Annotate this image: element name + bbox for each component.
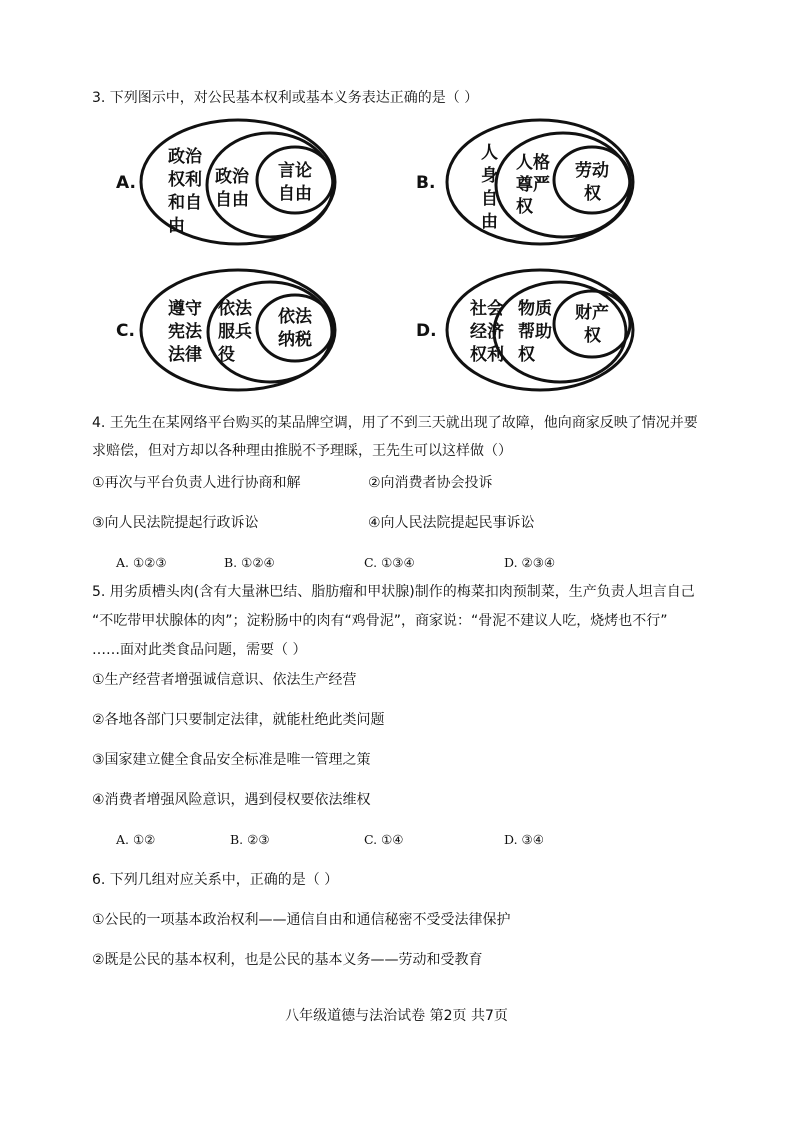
diagram-a-outer-text: 政治 [168, 147, 202, 167]
q5-option-d[interactable]: D. ③④ [504, 832, 544, 847]
q4-option-d[interactable]: D. ②③④ [504, 555, 556, 570]
diagram-d-inner-text: 权 [584, 326, 601, 346]
diagram-d-label: D. [416, 321, 437, 341]
q6-item: ②既是公民的基本权利，也是公民的基本义务——劳动和受教育 [92, 952, 483, 968]
diagram-a-inner-text: 言论 [278, 161, 312, 181]
q5-option-c[interactable]: C. ①④ [364, 832, 404, 847]
diagram-d-middle-text: 权 [518, 345, 535, 365]
q5-item: ④消费者增强风险意识，遇到侵权要依法维权 [92, 792, 371, 808]
diagram-b-middle-text: 人格 [516, 153, 550, 173]
diagram-c-outer-text: 宪法 [168, 322, 202, 342]
diagram-c-outer-text: 遵守 [168, 299, 202, 319]
diagram-d-outer-text: 权利 [470, 345, 504, 365]
diagram-a-outer-text: 和自 [168, 193, 202, 213]
diagram-b-inner-text: 劳动 [575, 161, 609, 181]
q4-stem-line1: 4. 王先生在某网络平台购买的某品牌空调，用了不到三天就出现了故障，他向商家反映了情况并要 [92, 415, 698, 431]
diagram-b-outer-text: 自 [481, 189, 498, 209]
q6-item: ①公民的一项基本政治权利——通信自由和通信秘密不受受法律保护 [92, 912, 511, 928]
diagram-a-inner-text: 自由 [278, 184, 312, 204]
q4-option-b[interactable]: B. ①②④ [224, 555, 275, 570]
diagram-a-outer-text: 权利 [168, 170, 202, 190]
q4-option-c[interactable]: C. ①③④ [364, 555, 415, 570]
diagram-d-outer-text: 社会 [470, 299, 504, 319]
diagram-b-middle-text: 权 [516, 197, 533, 217]
diagram-d-inner-ellipse [554, 291, 630, 357]
q5-item: ②各地各部门只要制定法律，就能杜绝此类问题 [92, 712, 385, 728]
diagram-c-inner-ellipse [257, 295, 333, 361]
q5-stem-line2: “不吃带甲状腺体的肉”；淀粉肠中的肉有“鸡骨泥”，商家说：“骨泥不建议人吃，烧烤也不行” [92, 613, 668, 629]
q5-option-b[interactable]: B. ②③ [230, 832, 270, 847]
diagram-b-outer-text: 身 [481, 166, 498, 186]
diagram-b-outer-text: 人 [481, 143, 498, 163]
diagram-b-label: B. [416, 173, 436, 193]
diagram-c-middle-text: 服兵 [218, 322, 252, 342]
diagram-c-middle-text: 依法 [218, 299, 252, 319]
diagram-c-inner-text: 纳税 [278, 330, 312, 350]
page-footer: 八年级道德与法治试卷 第2页 共7页 [285, 1008, 508, 1024]
diagram-a-label: A. [116, 173, 136, 193]
diagram-c-inner-text: 依法 [278, 307, 312, 327]
q5-option-a[interactable]: A. ①② [116, 832, 156, 847]
diagram-c-outer-text: 法律 [168, 345, 202, 365]
diagram-c-label: C. [116, 321, 135, 341]
q4-option-a[interactable]: A. ①②③ [116, 555, 167, 570]
diagram-b-outer-text: 由 [481, 212, 498, 232]
diagram-d-middle-ellipse [494, 282, 626, 382]
q3-diagrams [0, 110, 793, 400]
diagram-d-middle-text: 物质 [518, 299, 552, 319]
diagram-d-middle-text: 帮助 [518, 322, 552, 342]
q4-item: ③向人民法院提起行政诉讼 [92, 515, 259, 531]
diagram-c-middle-text: 役 [218, 345, 235, 365]
q4-item: ④向人民法院提起民事诉讼 [368, 515, 535, 531]
q5-item: ①生产经营者增强诚信意识、依法生产经营 [92, 672, 357, 688]
q5-stem-line3: ……面对此类食品问题，需要（ ） [92, 642, 307, 658]
diagram-a-middle-text: 政治 [215, 167, 249, 187]
q4-item: ①再次与平台负责人进行协商和解 [92, 475, 301, 491]
q6-stem: 6. 下列几组对应关系中，正确的是（ ） [92, 872, 339, 888]
diagram-d-inner-text: 财产 [575, 303, 609, 323]
q5-item: ③国家建立健全食品安全标准是唯一管理之策 [92, 752, 371, 768]
q3-stem: 3. 下列图示中，对公民基本权利或基本义务表达正确的是（ ） [92, 90, 479, 106]
diagram-a-outer-text: 由 [168, 216, 185, 236]
diagram-a-middle-text: 自由 [215, 190, 249, 210]
q4-item: ②向消费者协会投诉 [368, 475, 493, 491]
diagram-b-middle-text: 尊严 [516, 175, 550, 195]
diagram-d-outer-text: 经济 [470, 322, 504, 342]
q4-stem-line2: 求赔偿，但对方却以各种理由推脱不予理睬，王先生可以这样做（） [92, 443, 512, 459]
q5-stem-line1: 5. 用劣质槽头肉(含有大量淋巴结、脂肪瘤和甲状腺)制作的梅菜扣肉预制菜，生产负责人坦言自己 [92, 584, 695, 600]
diagram-b-inner-text: 权 [584, 184, 601, 204]
